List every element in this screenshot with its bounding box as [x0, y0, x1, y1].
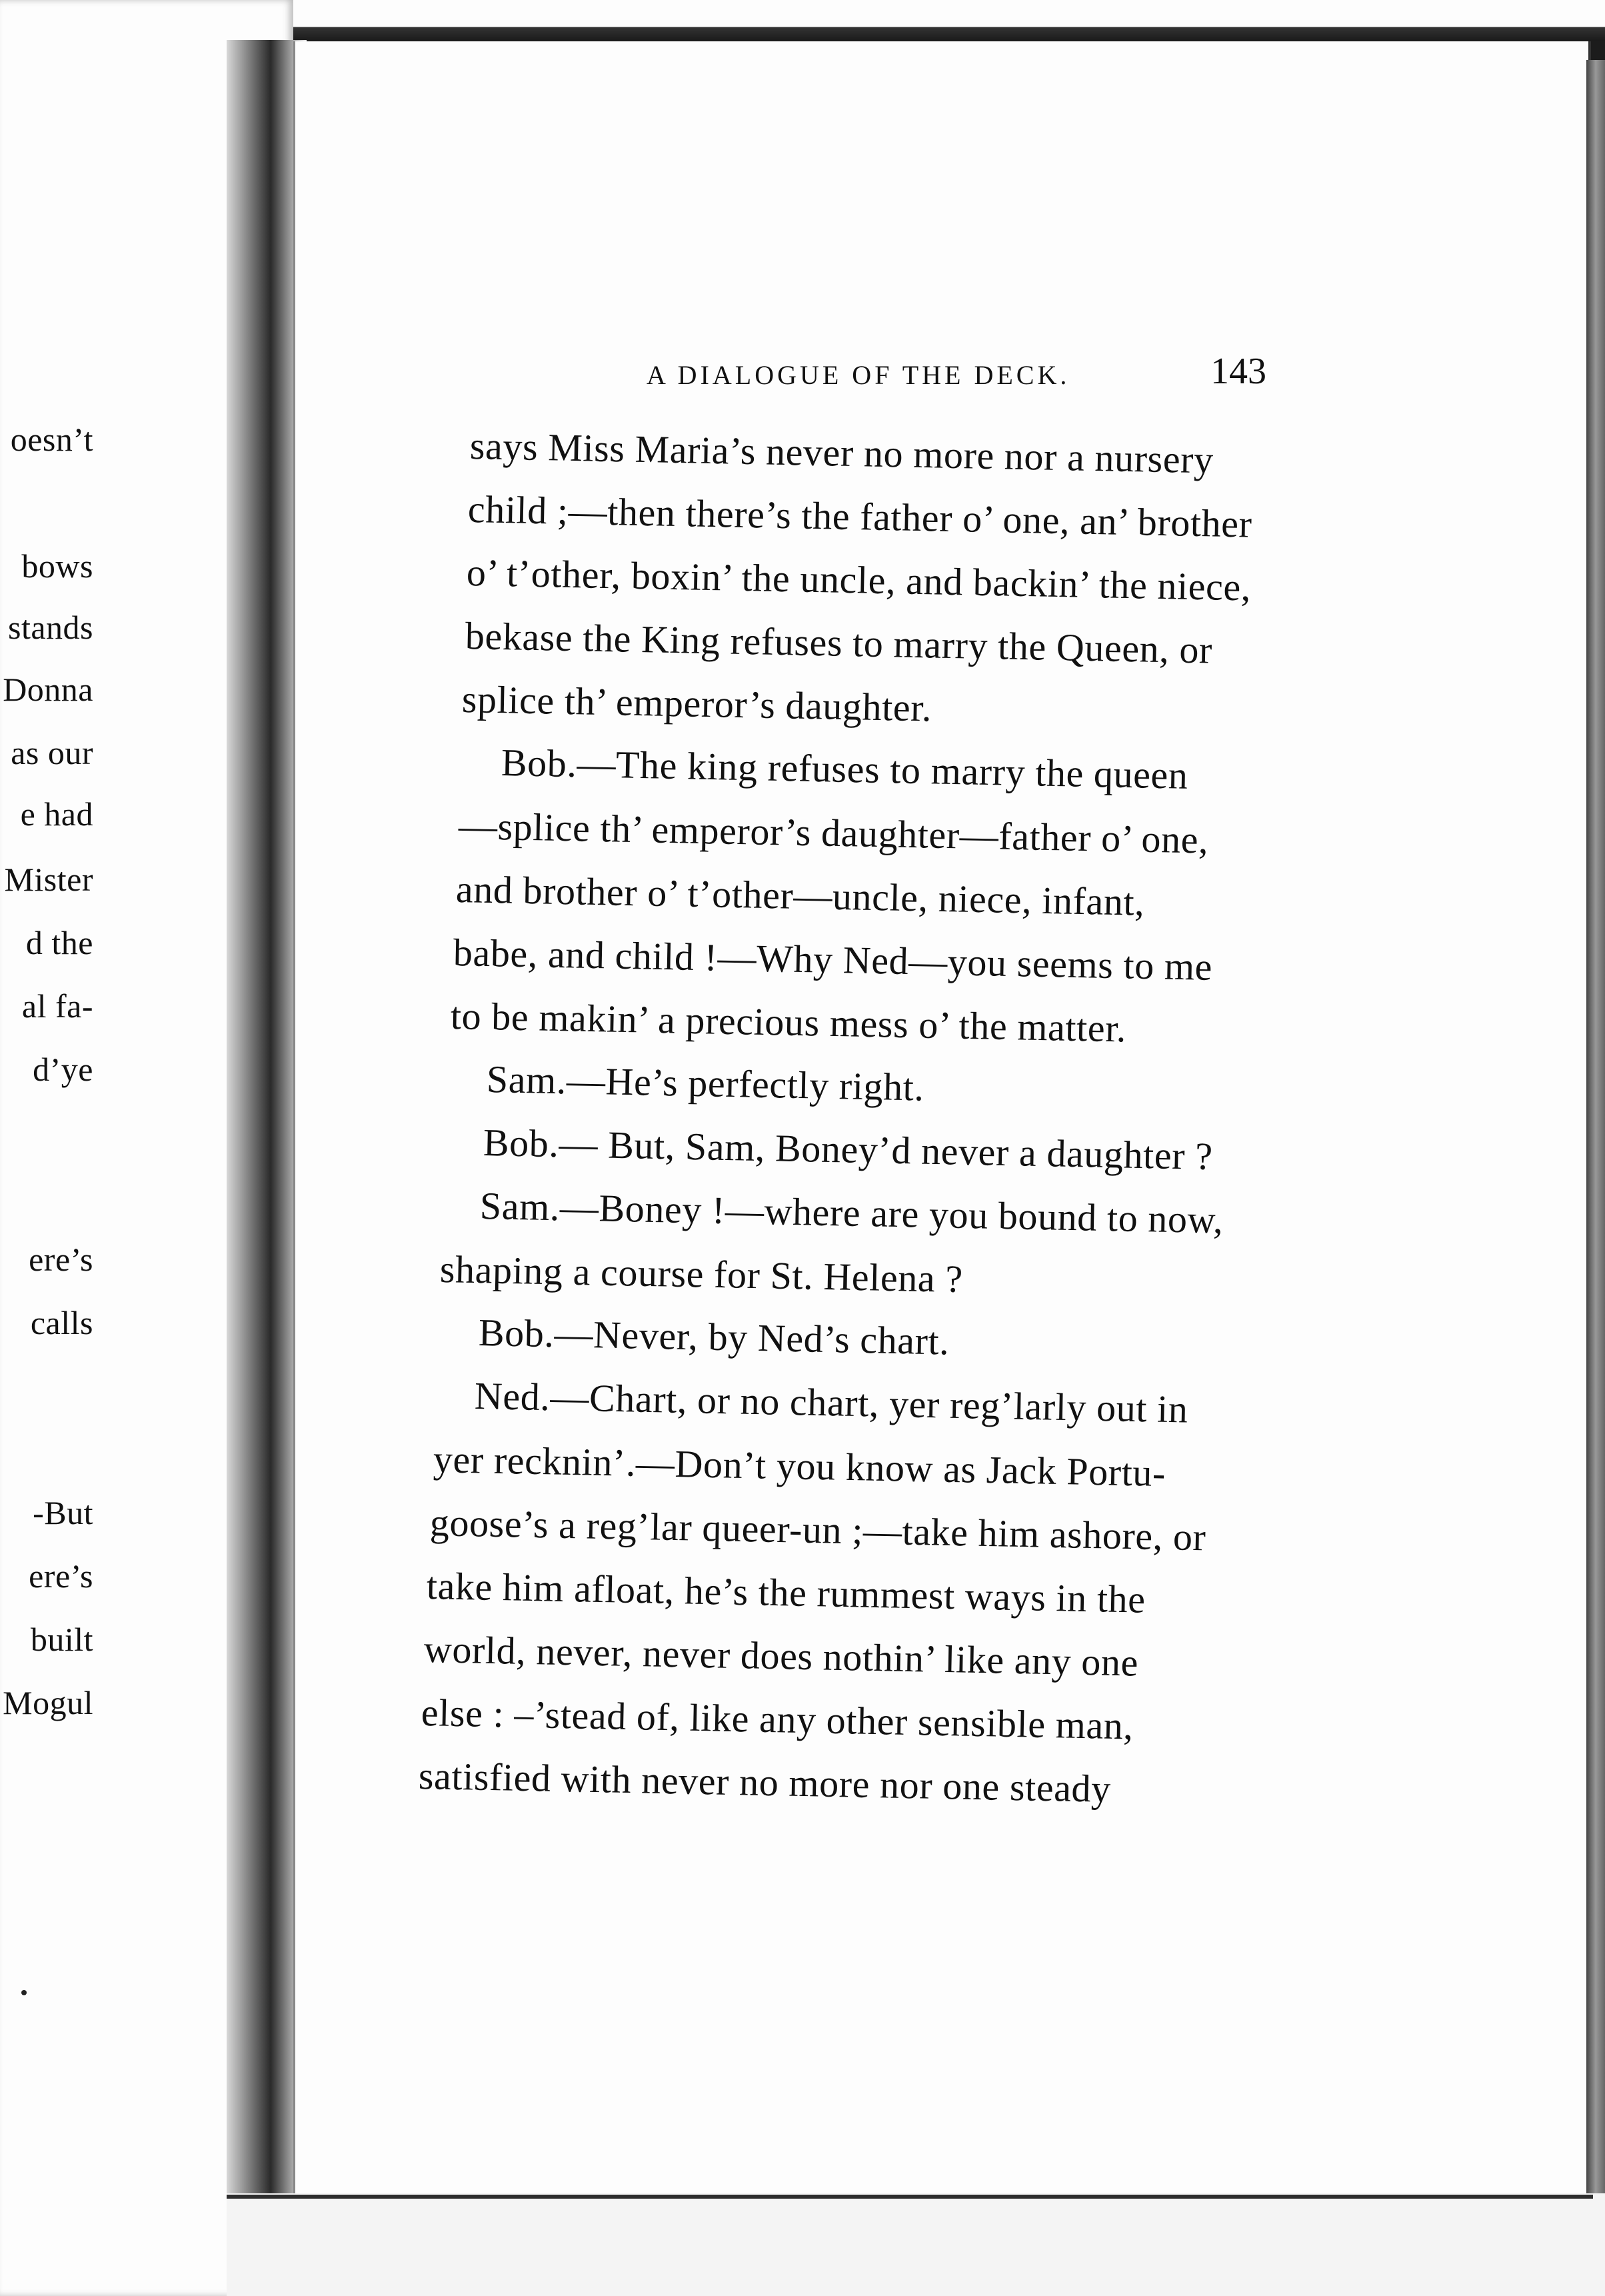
text-line	[450, 994, 1127, 1051]
text-line	[461, 677, 932, 730]
left-fragment: built	[30, 1621, 93, 1658]
text-line	[426, 1564, 1146, 1621]
line-text: Bob.— But, Sam, Boney’d never a daughter ?	[483, 1121, 1214, 1179]
line-text: Ned.—Chart, or no chart, yer reg’larly out in	[474, 1374, 1189, 1431]
text-line	[478, 1313, 949, 1361]
line-text: goose’s a reg’lar queer-un ;—take him ashore, or	[429, 1501, 1207, 1559]
left-fragment: al fa-	[21, 987, 93, 1025]
line-text: satisfied with never no more nor one steady	[418, 1754, 1112, 1811]
text-line	[455, 867, 1145, 924]
line-text: yer recknin’.—Don’t you know as Jack Portu-	[433, 1437, 1166, 1495]
line-text: says Miss Maria’s never no more nor a nursery	[469, 424, 1214, 482]
left-fragment: calls	[30, 1304, 93, 1341]
line-text: babe, and child !—Why Ned—you seems to me	[453, 931, 1213, 989]
left-fragment: as our	[11, 734, 93, 771]
left-fragment: bows	[21, 547, 93, 585]
text-line	[483, 1121, 1214, 1179]
line-text: world, never, never does nothin’ like any one	[423, 1627, 1139, 1685]
line-text: else : –’stead of, like any other sensible man,	[421, 1691, 1134, 1748]
line-text: Sam.—He’s perfectly right.	[486, 1057, 925, 1109]
line-text: —splice th’ emperor’s daughter—father o’ one,	[458, 804, 1209, 862]
running-head: A DIALOGUE OF THE DECK.	[647, 360, 1070, 390]
text-line	[418, 1754, 1112, 1811]
left-fragment: Donna	[3, 671, 93, 708]
line-text: to be makin’ a precious mess o’ the matter.	[450, 994, 1127, 1051]
text-line	[469, 424, 1214, 482]
left-fragment: d’ye	[33, 1051, 93, 1088]
text-line	[474, 1374, 1189, 1431]
left-fragment: e had	[20, 795, 93, 833]
line-text: child ;—then there’s the father o’ one, an’ brother	[467, 487, 1253, 546]
line-text: o’ t’other, boxin’ the uncle, and backin’ the niece,	[466, 551, 1252, 609]
text-line	[486, 1057, 925, 1109]
text-line	[423, 1627, 1139, 1685]
line-text: and brother o’ t’other—uncle, niece, infant,	[455, 867, 1145, 924]
line-text: bekase the King refuses to marry the Queen, or	[465, 614, 1213, 672]
text-line	[465, 614, 1213, 672]
line-text: Sam.—Boney !—where are you bound to now,	[479, 1184, 1224, 1242]
text-line	[439, 1247, 964, 1301]
text-line	[458, 804, 1209, 862]
text-line	[479, 1184, 1224, 1242]
text-line	[501, 743, 1188, 795]
text-line	[466, 553, 1251, 607]
left-fragment: d the	[25, 924, 93, 961]
text-line	[453, 933, 1212, 987]
left-fragment: -But	[33, 1494, 93, 1531]
left-fragment: ere’s	[29, 1557, 93, 1595]
line-text: take him afloat, he’s the rummest ways in the	[426, 1564, 1146, 1621]
text-line	[421, 1693, 1134, 1746]
left-fragment: ere’s	[29, 1241, 93, 1278]
text-line	[467, 487, 1253, 546]
line-text: Bob.—The king refuses to marry the queen	[501, 741, 1189, 797]
left-fragment: stands	[8, 609, 93, 646]
text-line	[429, 1503, 1206, 1557]
left-fragment: oesn’t	[10, 421, 93, 458]
left-fragment: Mogul	[3, 1684, 93, 1721]
left-fragment: Mister	[4, 861, 93, 898]
page-number: 143	[1210, 351, 1266, 392]
line-text: shaping a course for St. Helena ?	[439, 1247, 964, 1301]
text-line	[433, 1437, 1166, 1495]
line-text: Bob.—Never, by Ned’s chart.	[478, 1311, 950, 1363]
line-text: splice th’ emperor’s daughter.	[461, 677, 932, 730]
